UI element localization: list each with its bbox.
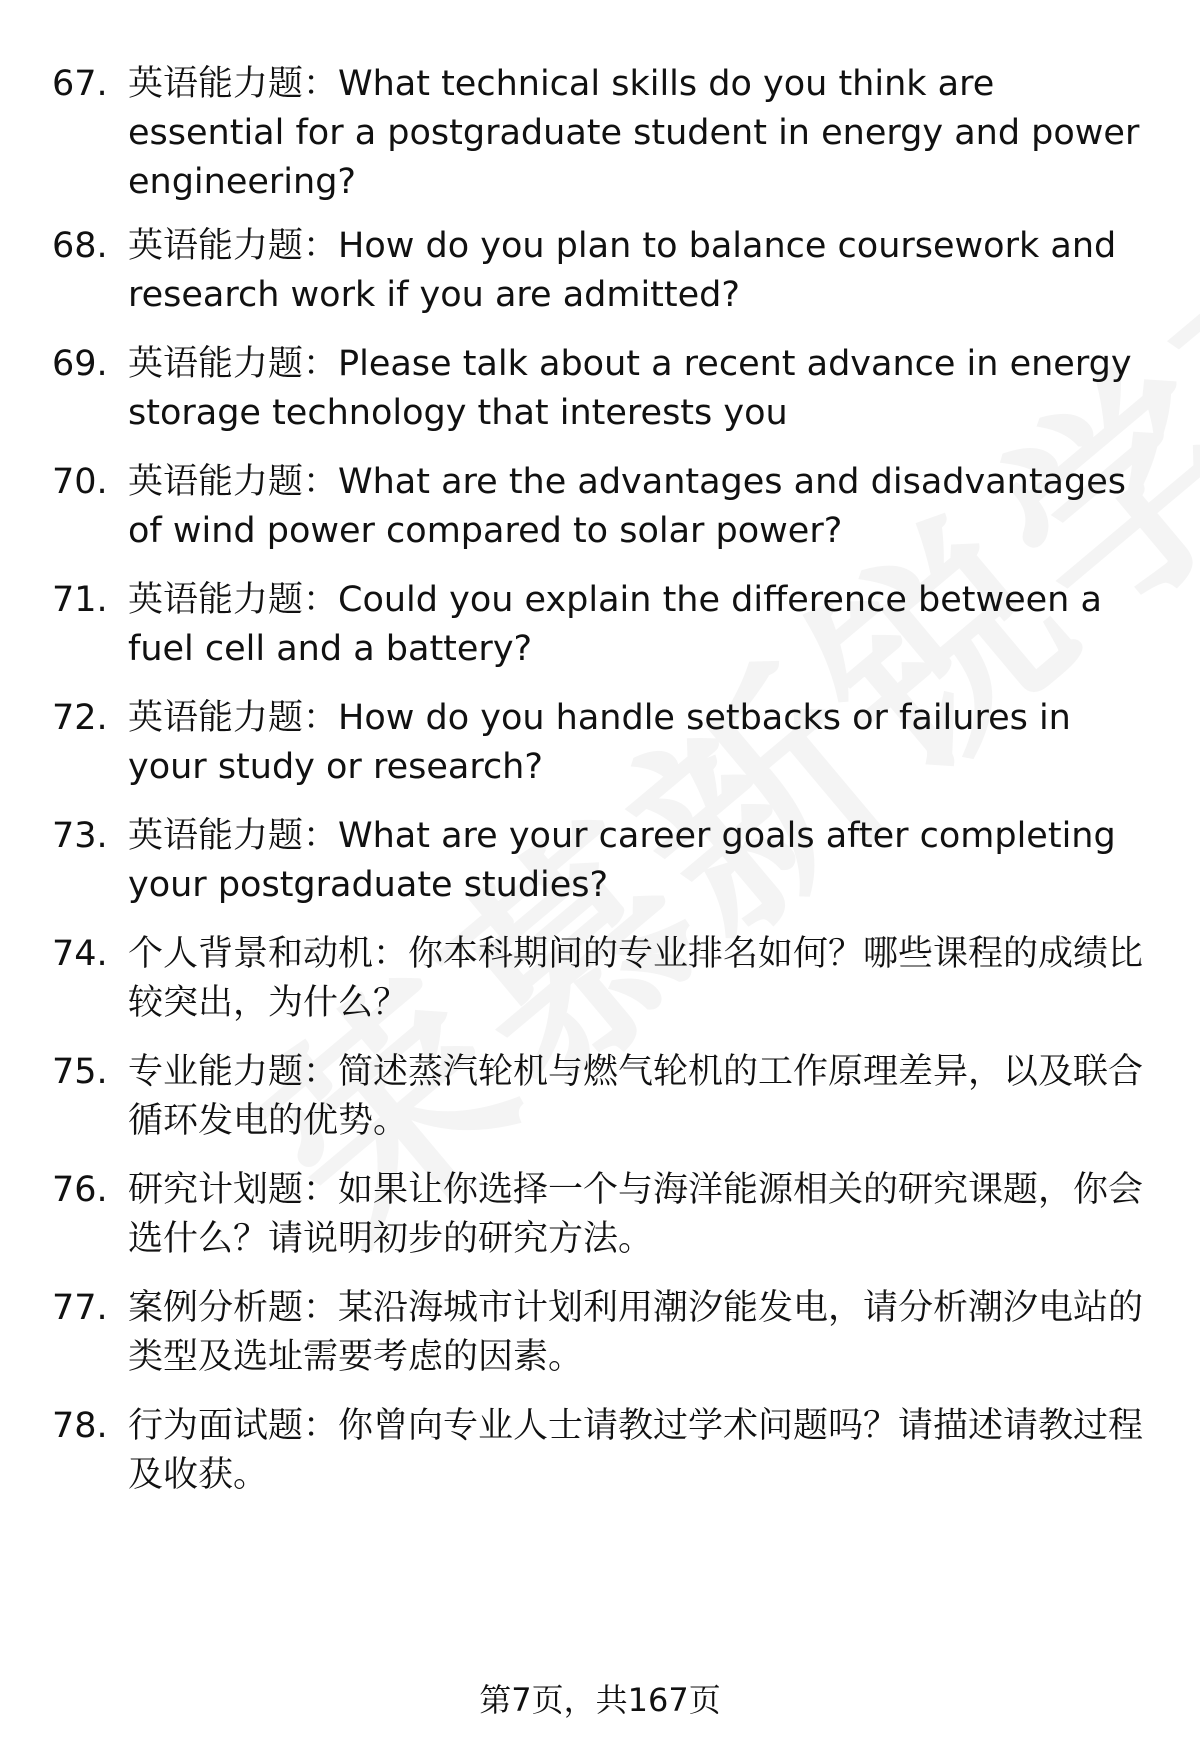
- question-number: 78.: [52, 1406, 108, 1446]
- question-number: 71.: [52, 580, 108, 620]
- question-number: 67.: [52, 64, 108, 104]
- list-item: [52, 1166, 1162, 1264]
- question-text: 专业能力题：简述蒸汽轮机与燃气轮机的工作原理差异，以及联合循环发电的优势。: [128, 1052, 1144, 1141]
- question-number: 76.: [52, 1170, 108, 1210]
- question-text: 案例分析题：某沿海城市计划利用潮汐能发电，请分析潮汐电站的类型及选址需要考虑的因素。: [128, 1288, 1144, 1377]
- list-item: [52, 576, 1162, 674]
- list-item: [52, 930, 1162, 1028]
- list-item: [52, 694, 1162, 792]
- list-item: [52, 1048, 1162, 1146]
- question-number: 69.: [52, 344, 108, 384]
- question-number: 74.: [52, 934, 108, 974]
- list-item: [52, 222, 1162, 320]
- question-number: 73.: [52, 816, 108, 856]
- question-text: 英语能力题：Could you explain the difference between a fuel cell and a battery?: [128, 580, 1102, 669]
- question-text: 研究计划题：如果让你选择一个与海洋能源相关的研究课题，你会选什么？请说明初步的研究方法。: [128, 1170, 1144, 1259]
- list-item: [52, 812, 1162, 910]
- question-text: 英语能力题：What are your career goals after completing your postgraduate studies?: [128, 816, 1116, 905]
- question-text: 英语能力题：What are the advantages and disadvantages of wind power compared to solar power?: [128, 462, 1126, 551]
- question-text: 英语能力题：What technical skills do you think are essential for a postgraduate student in energy and power engineering?: [128, 64, 1140, 202]
- question-text: 英语能力题：How do you plan to balance coursework and research work if you are admitted?: [128, 226, 1117, 315]
- question-number: 68.: [52, 226, 108, 266]
- question-number: 77.: [52, 1288, 108, 1328]
- question-text: 英语能力题：Please talk about a recent advance in energy storage technology that interests you: [128, 344, 1132, 433]
- list-item: [52, 60, 1162, 207]
- question-text: 行为面试题：你曾向专业人士请教过学术问题吗？请描述请教过程及收获。: [128, 1406, 1144, 1495]
- question-number: 72.: [52, 698, 108, 738]
- question-text: 个人背景和动机：你本科期间的专业排名如何？哪些课程的成绩比较突出，为什么？: [128, 934, 1144, 1023]
- list-item: [52, 340, 1162, 438]
- list-item: [52, 458, 1162, 556]
- page-number: 第7页，共167页: [479, 1681, 721, 1719]
- list-item: [52, 1402, 1162, 1500]
- question-number: 70.: [52, 462, 108, 502]
- list-item: [52, 1284, 1162, 1382]
- question-number: 75.: [52, 1052, 108, 1092]
- question-text: 英语能力题：How do you handle setbacks or failures in your study or research?: [128, 698, 1071, 787]
